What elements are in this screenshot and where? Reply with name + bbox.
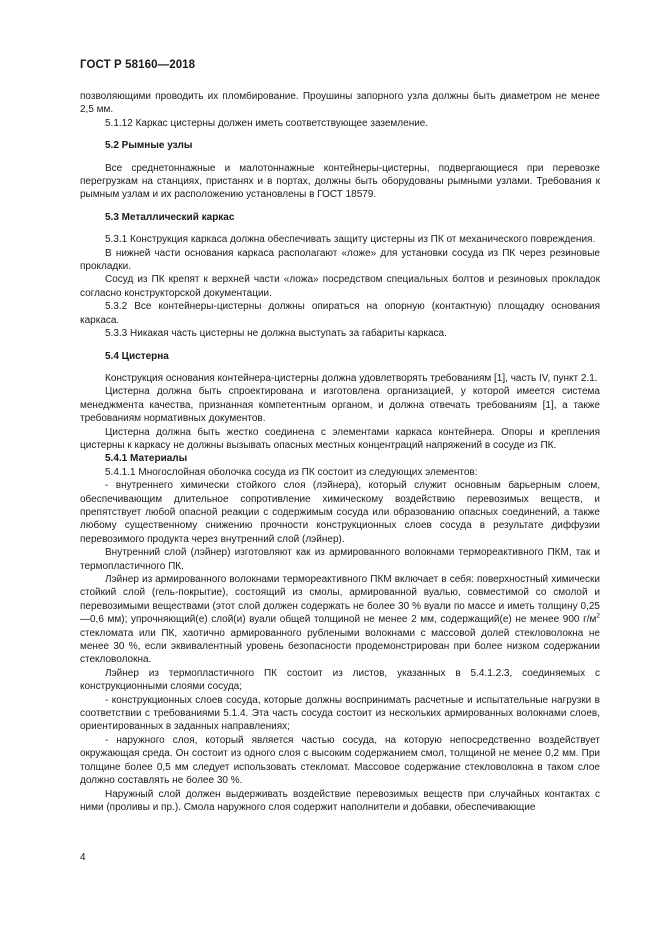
paragraph: 5.3.3 Никакая часть цистерны не должна выступать за габариты каркаса. bbox=[105, 328, 447, 340]
paragraph: Цистерна должна быть жестко соединена с элементами каркаса контейнера. Опоры и крепления цистерны к каркасу не должны вызывать опасных местных концентраций напряжений в сосуде из ПК. bbox=[80, 426, 600, 451]
paragraph: позволяющими проводить их пломбирование. Проушины запорного узла должны быть диаметром не менее 2,5 мм. bbox=[80, 91, 600, 116]
subsection-heading: 5.4.1 Материалы bbox=[105, 453, 188, 465]
paragraph: Все среднетоннажные и малотоннажные контейнеры-цистерны, подвергающиеся при перевозке перегрузкам на станциях, пристанях и в портах, должны быть оборудованы рымными узлами. Требования к рымным узлам и их расположению установлены в ГОСТ 18579. bbox=[80, 162, 600, 201]
paragraph: В нижней части основания каркаса располагают «ложе» для установки сосуда из ПК через резиновые прокладки. bbox=[80, 247, 600, 273]
paragraph: 5.1.12 Каркас цистерны должен иметь соответствующее заземление. bbox=[105, 117, 429, 129]
paragraph: Цистерна должна быть спроектирована и изготовлена организацией, у которой имеется система менеджмента качества, признанная компетентным органом, и должна отвечать требованиям [1], а также требованиям нормативных документов. bbox=[80, 386, 600, 425]
page-number: 4 bbox=[80, 852, 86, 863]
document-header: ГОСТ Р 58160—2018 bbox=[80, 59, 196, 71]
paragraph: 5.4.1.1 Многослойная оболочка сосуда из ПК состоит из следующих элементов: bbox=[105, 466, 478, 478]
paragraph: Внутренний слой (лэйнер) изготовляют как из армированного волокнами термореактивного ПКМ, так и термопластичного ПК. bbox=[80, 547, 600, 572]
superscript: 2 bbox=[596, 612, 600, 620]
document-body bbox=[80, 90, 600, 814]
paragraph: 5.3.2 Все контейнеры-цистерны должны опираться на опорную (контактную) площадку основания каркаса. bbox=[80, 301, 600, 326]
list-item: - внутреннего химически стойкого слоя (лэйнера), который служит основным барьерным слоем, обеспечивающим длительное сопротивление химическому воздействию перевозимых веществ, и препятствует любой опасной реакции с содержимым сосуда или образованию опасных соединений, а также любому существенному снижению прочности конструкционных слоев сосуда в результате диффузии перевозимого продукта через внутренний слой (лэйнер). bbox=[80, 480, 600, 545]
paragraph-text: стекломата или ПК, хаотично армированного рублеными волокнами с массовой долей стекловолокна не менее 30 %, если эквивалентный уровень безопасности продемонстрирован при более низком содержании стекловолокна. bbox=[80, 627, 600, 666]
paragraph: Лэйнер из термопластичного ПК состоит из листов, указанных в 5.4.1.2.3, соединяемых с конструкционными слоями сосуда; bbox=[80, 667, 600, 693]
section-heading: 5.2 Рымные узлы bbox=[105, 140, 193, 152]
paragraph: Конструкция основания контейнера-цистерны должна удовлетворять требованиям [1], часть IV, пункт 2.1. bbox=[105, 372, 598, 384]
section-heading: 5.4 Цистерна bbox=[105, 350, 169, 362]
paragraph bbox=[80, 573, 600, 667]
section-heading: 5.3 Металлический каркас bbox=[105, 211, 235, 223]
paragraph-text: Лэйнер из армированного волокнами термореактивного ПКМ включает в себя: поверхностный химически стойкий слой (гель-покрытие), состоящий из смолы, армированной вуалью, совместимой со смолой и перевозимыми веществами (этот слой должен содержать не более 30 % вуали по массе и иметь толщину 0,25—0,6 мм); упрочняющий(е) слой(и) вуали общей толщиной не менее 2 мм, содержащий(е) не менее 900 г/м bbox=[80, 574, 600, 626]
list-item: - наружного слоя, который является частью сосуда, на которую непосредственно воздействует окружающая среда. Он состоит из одного слоя с высоким содержанием смол, толщиной не менее 0,2 мм. При толщине более 0,5 мм следует использовать стекломат. Массовое содержание стекловолокна в таком слое должно составлять не более 30 %. bbox=[80, 734, 600, 787]
list-item: - конструкционных слоев сосуда, которые должны воспринимать расчетные и испытательные нагрузки в соответствии с требованиями 5.1.4. Эта часть сосуда состоит из нескольких армированных волокнами слоев, ориентированных в заданных направлениях; bbox=[80, 694, 600, 733]
paragraph: Сосуд из ПК крепят к верхней части «ложа» посредством специальных болтов и резиновых прокладок согласно конструкторской документации. bbox=[80, 274, 600, 299]
paragraph: 5.3.1 Конструкция каркаса должна обеспечивать защиту цистерны из ПК от механического повреждения. bbox=[105, 234, 596, 246]
paragraph: Наружный слой должен выдерживать воздействие перевозимых веществ при случайных контактах с ними (проливы и пр.). Смола наружного слоя содержит наполнители и добавки, обеспечивающие bbox=[80, 788, 600, 813]
